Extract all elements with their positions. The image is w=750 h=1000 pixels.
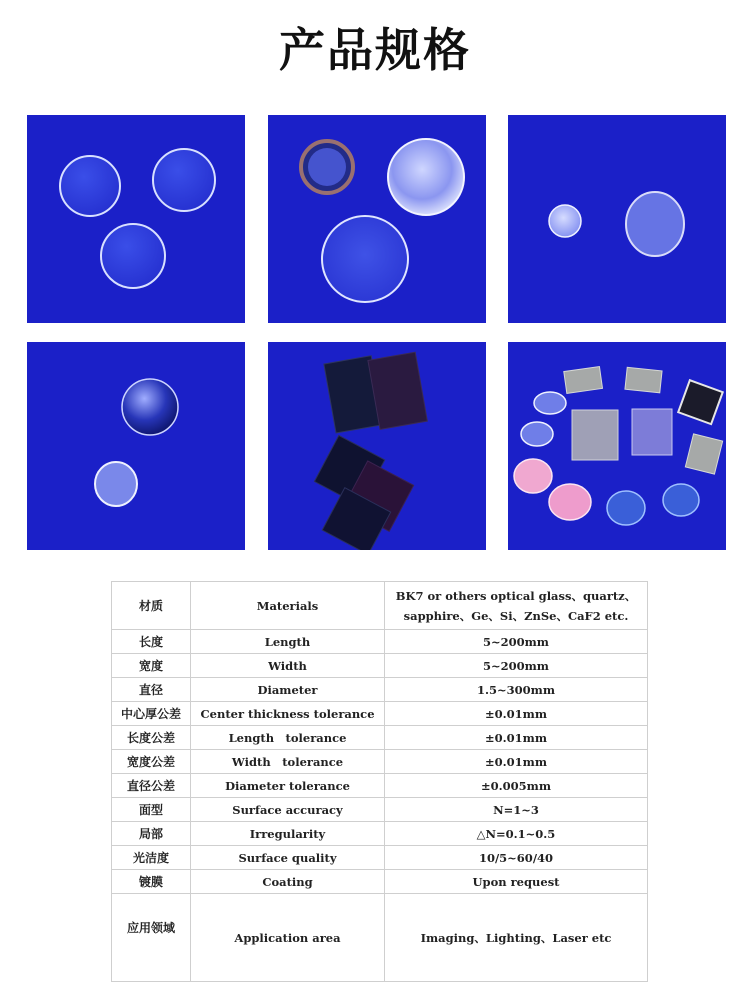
spec-cn-label: 应用领域	[112, 894, 191, 982]
spec-cn-label: 直径公差	[112, 774, 191, 798]
table-row	[112, 798, 648, 822]
photo-square-filters	[268, 342, 486, 550]
table-row	[112, 750, 648, 774]
photo-small-lens-and-window	[508, 115, 726, 323]
table-row	[112, 822, 648, 846]
spec-cn-label: 中心厚公差	[112, 702, 191, 726]
spec-value: Upon request	[385, 870, 648, 894]
spec-value: 5~200mm	[385, 654, 648, 678]
table-row	[112, 630, 648, 654]
spec-value: 1.5~300mm	[385, 678, 648, 702]
table-row	[112, 726, 648, 750]
photo-round-windows	[27, 115, 245, 323]
spec-en-label: Center thickness tolerance	[191, 702, 385, 726]
table-row	[112, 846, 648, 870]
spec-cn-label: 长度公差	[112, 726, 191, 750]
spec-cn-label: 宽度	[112, 654, 191, 678]
spec-value: 10/5~60/40	[385, 846, 648, 870]
spec-en-label: Width tolerance	[191, 750, 385, 774]
table-row	[112, 774, 648, 798]
spec-value: Imaging、Lighting、Laser etc	[385, 894, 648, 982]
spec-en-label: Length tolerance	[191, 726, 385, 750]
spec-value: 5~200mm	[385, 630, 648, 654]
spec-value: △N=0.1~0.5	[385, 822, 648, 846]
table-row	[112, 678, 648, 702]
spec-en-label: Coating	[191, 870, 385, 894]
table-row	[112, 894, 648, 982]
table-row	[112, 870, 648, 894]
spec-value: ±0.01mm	[385, 750, 648, 774]
spec-value: N=1~3	[385, 798, 648, 822]
photo-ball-lens	[27, 342, 245, 550]
photo-assorted-optics	[508, 342, 726, 550]
spec-cn-label: 光洁度	[112, 846, 191, 870]
spec-value: ±0.005mm	[385, 774, 648, 798]
spec-en-label: Length	[191, 630, 385, 654]
spec-en-label: Application area	[191, 894, 385, 982]
spec-cn-label: 直径	[112, 678, 191, 702]
spec-table	[111, 581, 648, 982]
spec-en-label: Diameter tolerance	[191, 774, 385, 798]
spec-cn-label: 宽度公差	[112, 750, 191, 774]
spec-en-label: Materials	[191, 582, 385, 630]
spec-cn-label: 材质	[112, 582, 191, 630]
spec-cn-label: 局部	[112, 822, 191, 846]
spec-en-label: Width	[191, 654, 385, 678]
spec-cn-label: 长度	[112, 630, 191, 654]
spec-en-label: Diameter	[191, 678, 385, 702]
spec-value: ±0.01mm	[385, 702, 648, 726]
spec-en-label: Irregularity	[191, 822, 385, 846]
table-row	[112, 582, 648, 630]
photo-lenses	[268, 115, 486, 323]
table-row	[112, 702, 648, 726]
spec-cn-label: 面型	[112, 798, 191, 822]
spec-value: BK7 or others optical glass、quartz、sapphire、Ge、Si、ZnSe、CaF2 etc.	[385, 582, 648, 630]
table-row	[112, 654, 648, 678]
page-title: 产品规格	[279, 23, 471, 77]
spec-value: ±0.01mm	[385, 726, 648, 750]
spec-en-label: Surface accuracy	[191, 798, 385, 822]
spec-cn-label: 镀膜	[112, 870, 191, 894]
spec-en-label: Surface quality	[191, 846, 385, 870]
